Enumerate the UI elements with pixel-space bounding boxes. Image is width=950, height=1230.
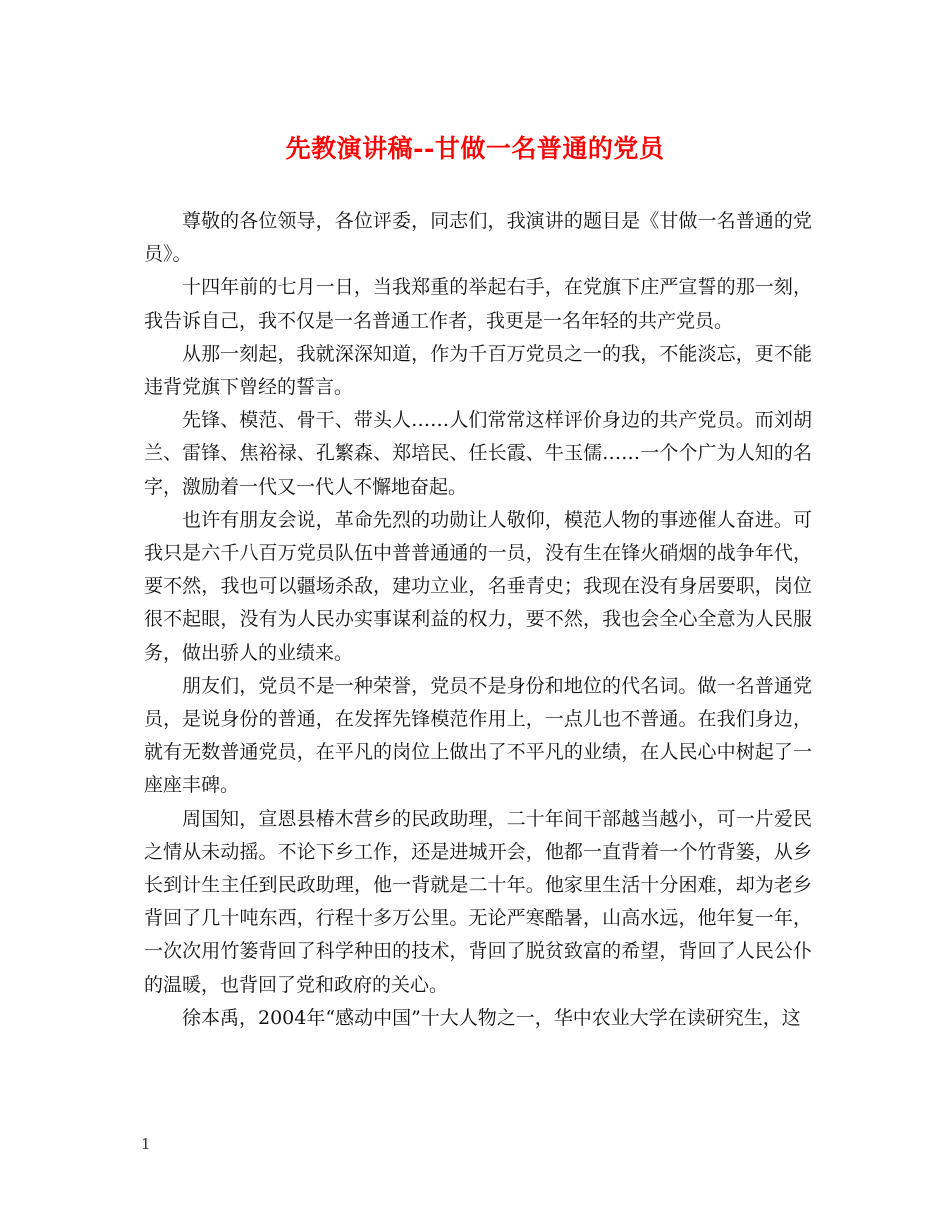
paragraph-6: 朋友们，党员不是一种荣誉，党员不是身份和地位的代名词。做一名普通党员，是说身份的普通，在发挥先锋模范作用上，一点儿也不普通。在我们身边，就有无数普通党员，在平凡的岗位上做出了不平凡的业绩，在人民心中树起了一座座丰碑。: [144, 674, 812, 797]
paragraph-5: 也许有朋友会说，革命先烈的功勋让人敬仰，模范人物的事迹催人奋进。可我只是六千八百万党员队伍中普普通通的一员，没有生在锋火硝烟的战争年代，要不然，我也可以疆场杀敌，建功立业，名垂青史；我现在没有身居要职，岗位很不起眼，没有为人民办实事谋利益的权力，要不然，我也会全心全意为人民服务，做出骄人的业绩来。: [144, 508, 812, 664]
paragraph-7: 周国知，宣恩县椿木营乡的民政助理，二十年间干部越当越小，可一片爱民之情从未动摇。不论下乡工作，还是进城开会，他都一直背着一个竹背篓，从乡长到计生主任到民政助理，他一背就是二十年。他家里生活十分困难，却为老乡背回了几十吨东西，行程十多万公里。无论严寒酷暑，山高水远，他年复一年，一次次用竹篓背回了科学种田的技术，背回了脱贫致富的希望，背回了人民公仆的温暖，也背回了党和政府的关心。: [144, 807, 812, 996]
page-number: 1: [141, 1135, 151, 1153]
document-body: [144, 205, 812, 1035]
paragraph-8: 徐本禹，2004年“感动中国”十大人物之一，华中农业大学在读研究生，这: [182, 1006, 801, 1029]
paragraph-2: 十四年前的七月一日，当我郑重的举起右手，在党旗下庄严宣誓的那一刻，我告诉自己，我不仅是一名普通工作者，我更是一名年轻的共产党员。: [144, 276, 812, 332]
document-title: 先教演讲稿--甘做一名普通的党员: [285, 134, 665, 163]
paragraph-4: 先锋、模范、骨干、带头人……人们常常这样评价身边的共产党员。而刘胡兰、雷锋、焦裕禄、孔繁森、郑培民、任长霞、牛玉儒……一个个广为人知的名字，激励着一代又一代人不懈地奋起。: [144, 409, 812, 498]
paragraph-1: 尊敬的各位领导，各位评委，同志们，我演讲的题目是《甘做一名普通的党员》。: [144, 210, 812, 266]
paragraph-3: 从那一刻起，我就深深知道，作为千百万党员之一的我，不能淡忘，更不能违背党旗下曾经的誓言。: [144, 342, 812, 399]
